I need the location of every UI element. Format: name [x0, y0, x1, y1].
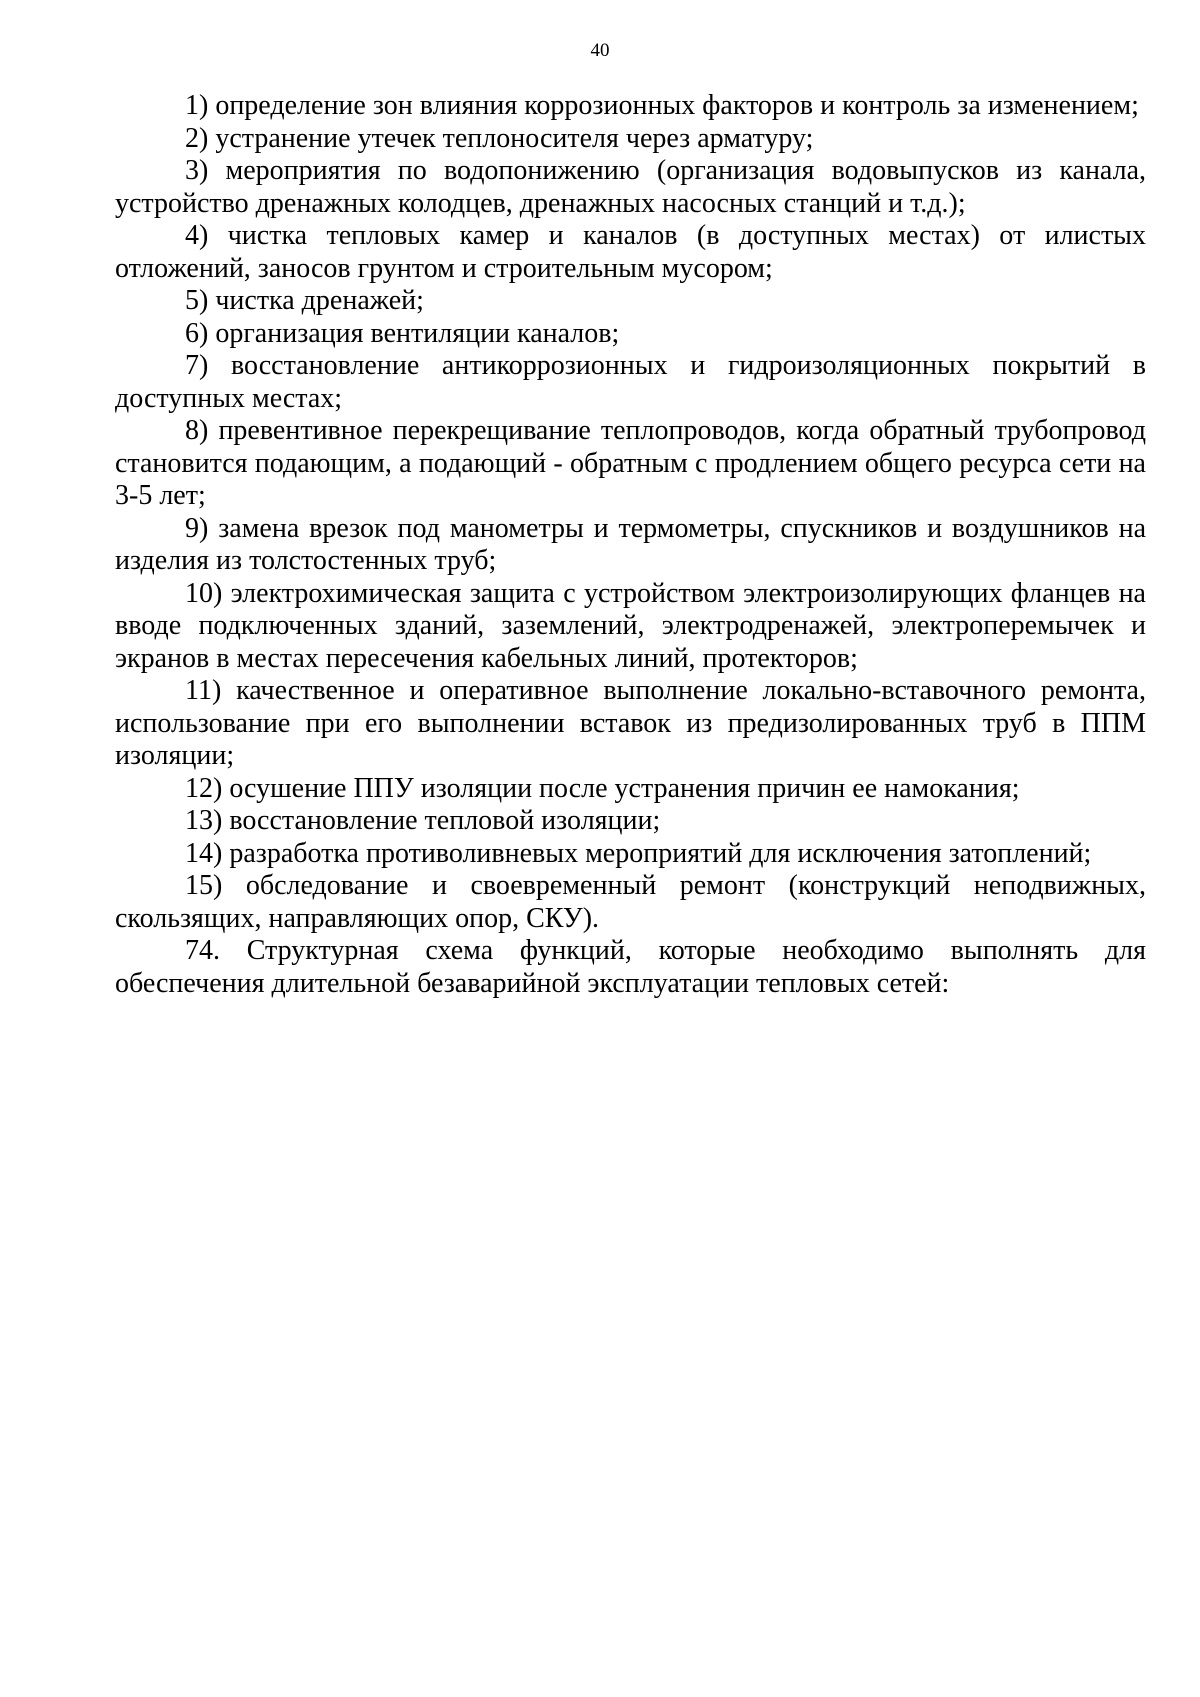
list-item-4: 4) чистка тепловых камер и каналов (в доступных местах) от илистых отложений, заносов грунтом и строительным мусором; [115, 220, 1146, 284]
list-item-6: 6) организация вентиляции каналов; [185, 317, 620, 349]
list-item-2: 2) устранение утечек теплоносителя через арматуру; [185, 122, 814, 154]
list-item-5: 5) чистка дренажей; [185, 285, 424, 316]
body-text [115, 90, 1146, 1000]
list-item-7: 7) восстановление антикоррозионных и гидроизоляционных покрытий в доступных местах; [115, 350, 1146, 414]
list-item-9: 9) замена врезок под манометры и термометры, спускников и воздушников на изделия из толстостенных труб; [115, 512, 1146, 576]
list-item-15: 15) обследование и своевременный ремонт (конструкций неподвижных, скользящих, направляющих опор, СКУ). [115, 870, 1146, 934]
list-item-8: 8) превентивное перекрещивание теплопроводов, когда обратный трубопровод становится подающим, а подающий - обратным с продлением общего ресурса сети на 3-5 лет; [115, 415, 1146, 511]
list-item-11: 11) качественное и оперативное выполнение локально-вставочного ремонта, использование при его выполнении вставок из предизолированных труб в ППМ изоляции; [115, 675, 1146, 771]
list-item-12: 12) осушение ППУ изоляции после устранения причин ее намокания; [185, 772, 1020, 804]
list-item-3: 3) мероприятия по водопонижению (организация водовыпусков из канала, устройство дренажных колодцев, дренажных насосных станций и т.д.); [115, 155, 1146, 219]
list-item-14: 14) разработка противоливневых мероприятий для исключения затоплений; [185, 837, 1092, 869]
list-item-1: 1) определение зон влияния коррозионных факторов и контроль за изменением; [185, 90, 1139, 121]
list-item-13: 13) восстановление тепловой изоляции; [185, 805, 661, 836]
section-74-paragraph: 74. Структурная схема функций, которые необходимо выполнять для обеспечения длительной безаварийной эксплуатации тепловых сетей: [115, 935, 1146, 999]
page-number: 40 [590, 40, 610, 61]
list-item-10: 10) электрохимическая защита с устройством электроизолирующих фланцев на вводе подключенных зданий, заземлений, электродренажей, электроперемычек и экранов в местах пересечения кабельных линий, протекторов; [115, 577, 1146, 674]
